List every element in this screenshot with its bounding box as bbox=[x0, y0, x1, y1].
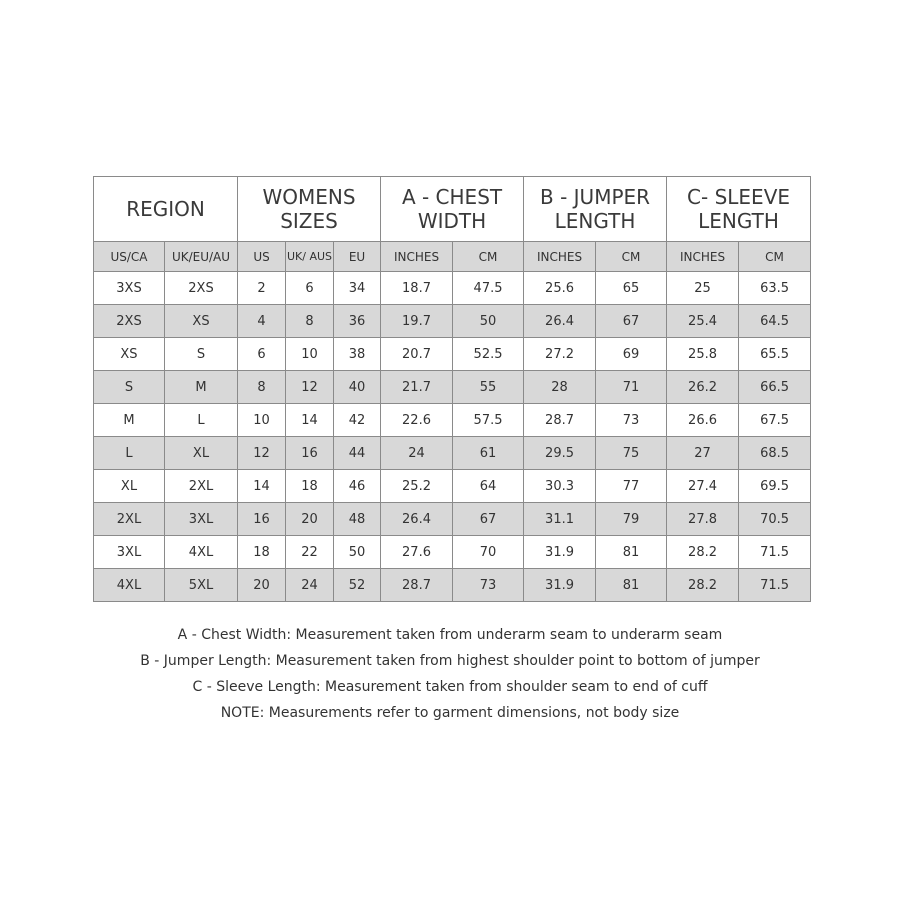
table-cell: 14 bbox=[286, 404, 334, 437]
table-cell: 30.3 bbox=[524, 470, 596, 503]
table-cell: 67 bbox=[596, 305, 667, 338]
table-cell: 25.4 bbox=[667, 305, 739, 338]
region-header: REGION bbox=[94, 177, 238, 242]
table-cell: 25 bbox=[667, 272, 739, 305]
table-cell: 31.1 bbox=[524, 503, 596, 536]
table-cell: 27.4 bbox=[667, 470, 739, 503]
table-cell: 71 bbox=[596, 371, 667, 404]
column-header: UK/ AUS bbox=[286, 242, 334, 272]
table-cell: 61 bbox=[453, 437, 524, 470]
table-cell: 81 bbox=[596, 536, 667, 569]
note-sleeve-length: C - Sleeve Length: Measurement taken from shoulder seam to end of cuff bbox=[192, 679, 708, 695]
table-cell: 29.5 bbox=[524, 437, 596, 470]
table-cell: 26.4 bbox=[524, 305, 596, 338]
column-header: CM bbox=[739, 242, 811, 272]
table-cell: 2XL bbox=[165, 470, 238, 503]
table-cell: L bbox=[94, 437, 165, 470]
table-cell: 50 bbox=[334, 536, 381, 569]
table-cell: 22 bbox=[286, 536, 334, 569]
group-header-row bbox=[94, 177, 811, 242]
table-cell: S bbox=[94, 371, 165, 404]
table-cell: 27.2 bbox=[524, 338, 596, 371]
table-cell: 44 bbox=[334, 437, 381, 470]
table-cell: 73 bbox=[453, 569, 524, 602]
column-header: US/CA bbox=[94, 242, 165, 272]
table-cell: 28.7 bbox=[524, 404, 596, 437]
table-row bbox=[94, 470, 811, 503]
table-cell: 3XL bbox=[94, 536, 165, 569]
table-cell: 28 bbox=[524, 371, 596, 404]
table-row bbox=[94, 338, 811, 371]
table-cell: 3XL bbox=[165, 503, 238, 536]
table-cell: 36 bbox=[334, 305, 381, 338]
table-cell: 2XL bbox=[94, 503, 165, 536]
table-cell: 2XS bbox=[94, 305, 165, 338]
sleeve-length-header: C- SLEEVE LENGTH bbox=[667, 177, 811, 242]
column-header: INCHES bbox=[381, 242, 453, 272]
table-cell: 18 bbox=[238, 536, 286, 569]
column-header-row bbox=[94, 242, 811, 272]
size-chart-table bbox=[93, 176, 811, 602]
table-cell: 57.5 bbox=[453, 404, 524, 437]
table-cell: 69 bbox=[596, 338, 667, 371]
table-row bbox=[94, 404, 811, 437]
column-header: CM bbox=[453, 242, 524, 272]
table-cell: 12 bbox=[286, 371, 334, 404]
table-cell: 19.7 bbox=[381, 305, 453, 338]
table-cell: 16 bbox=[238, 503, 286, 536]
table-cell: 34 bbox=[334, 272, 381, 305]
table-cell: 27.8 bbox=[667, 503, 739, 536]
column-header: US bbox=[238, 242, 286, 272]
table-cell: 12 bbox=[238, 437, 286, 470]
table-cell: 20 bbox=[286, 503, 334, 536]
jumper-length-header: B - JUMPER LENGTH bbox=[524, 177, 667, 242]
table-cell: 46 bbox=[334, 470, 381, 503]
table-cell: 65 bbox=[596, 272, 667, 305]
column-header: CM bbox=[596, 242, 667, 272]
table-cell: 70 bbox=[453, 536, 524, 569]
table-cell: 6 bbox=[238, 338, 286, 371]
table-cell: 24 bbox=[381, 437, 453, 470]
note-jumper-length: B - Jumper Length: Measurement taken from highest shoulder point to bottom of jumper bbox=[140, 653, 760, 669]
table-cell: 10 bbox=[286, 338, 334, 371]
table-cell: 50 bbox=[453, 305, 524, 338]
table-cell: XS bbox=[165, 305, 238, 338]
table-cell: 8 bbox=[286, 305, 334, 338]
table-cell: 31.9 bbox=[524, 569, 596, 602]
table-cell: 18.7 bbox=[381, 272, 453, 305]
note-garment-dimensions: NOTE: Measurements refer to garment dimensions, not body size bbox=[220, 705, 680, 721]
table-cell: 67 bbox=[453, 503, 524, 536]
table-cell: 79 bbox=[596, 503, 667, 536]
table-cell: 28.2 bbox=[667, 569, 739, 602]
table-cell: 73 bbox=[596, 404, 667, 437]
table-cell: 47.5 bbox=[453, 272, 524, 305]
table-cell: 6 bbox=[286, 272, 334, 305]
table-cell: 24 bbox=[286, 569, 334, 602]
table-cell: 71.5 bbox=[739, 569, 811, 602]
table-cell: S bbox=[165, 338, 238, 371]
table-cell: 66.5 bbox=[739, 371, 811, 404]
table-cell: 55 bbox=[453, 371, 524, 404]
table-cell: 5XL bbox=[165, 569, 238, 602]
table-cell: 26.4 bbox=[381, 503, 453, 536]
table-cell: 70.5 bbox=[739, 503, 811, 536]
table-row bbox=[94, 437, 811, 470]
table-cell: 48 bbox=[334, 503, 381, 536]
table-row bbox=[94, 503, 811, 536]
table-cell: 10 bbox=[238, 404, 286, 437]
table-cell: XL bbox=[165, 437, 238, 470]
table-cell: 64 bbox=[453, 470, 524, 503]
table-row bbox=[94, 305, 811, 338]
table-cell: 40 bbox=[334, 371, 381, 404]
table-cell: 4 bbox=[238, 305, 286, 338]
column-header: EU bbox=[334, 242, 381, 272]
table-cell: XL bbox=[94, 470, 165, 503]
table-cell: M bbox=[165, 371, 238, 404]
table-cell: 4XL bbox=[165, 536, 238, 569]
table-cell: 25.2 bbox=[381, 470, 453, 503]
table-cell: 75 bbox=[596, 437, 667, 470]
womens-sizes-header: WOMENS SIZES bbox=[238, 177, 381, 242]
table-cell: L bbox=[165, 404, 238, 437]
table-row bbox=[94, 569, 811, 602]
table-cell: 68.5 bbox=[739, 437, 811, 470]
column-header: INCHES bbox=[524, 242, 596, 272]
table-cell: 28.7 bbox=[381, 569, 453, 602]
table-cell: 20 bbox=[238, 569, 286, 602]
table-cell: 25.6 bbox=[524, 272, 596, 305]
table-cell: 52 bbox=[334, 569, 381, 602]
table-cell: 18 bbox=[286, 470, 334, 503]
table-cell: 2 bbox=[238, 272, 286, 305]
table-cell: 22.6 bbox=[381, 404, 453, 437]
table-body bbox=[94, 272, 811, 602]
table-cell: 14 bbox=[238, 470, 286, 503]
table-cell: 2XS bbox=[165, 272, 238, 305]
table-cell: 27.6 bbox=[381, 536, 453, 569]
table-cell: 25.8 bbox=[667, 338, 739, 371]
table-cell: XS bbox=[94, 338, 165, 371]
table-cell: 63.5 bbox=[739, 272, 811, 305]
table-row bbox=[94, 272, 811, 305]
table-cell: 20.7 bbox=[381, 338, 453, 371]
note-chest-width: A - Chest Width: Measurement taken from underarm seam to underarm seam bbox=[177, 627, 723, 643]
table-cell: 3XS bbox=[94, 272, 165, 305]
table-cell: 26.6 bbox=[667, 404, 739, 437]
table-cell: 27 bbox=[667, 437, 739, 470]
table-cell: 42 bbox=[334, 404, 381, 437]
chest-width-header: A - CHEST WIDTH bbox=[381, 177, 524, 242]
column-header: INCHES bbox=[667, 242, 739, 272]
table-cell: 71.5 bbox=[739, 536, 811, 569]
table-cell: 28.2 bbox=[667, 536, 739, 569]
table-cell: 21.7 bbox=[381, 371, 453, 404]
table-row bbox=[94, 371, 811, 404]
table-cell: 8 bbox=[238, 371, 286, 404]
table-cell: 81 bbox=[596, 569, 667, 602]
table-cell: 77 bbox=[596, 470, 667, 503]
table-cell: 16 bbox=[286, 437, 334, 470]
table-cell: 67.5 bbox=[739, 404, 811, 437]
table-cell: 69.5 bbox=[739, 470, 811, 503]
table-cell: 64.5 bbox=[739, 305, 811, 338]
table-cell: M bbox=[94, 404, 165, 437]
table-cell: 31.9 bbox=[524, 536, 596, 569]
table-cell: 38 bbox=[334, 338, 381, 371]
table-cell: 26.2 bbox=[667, 371, 739, 404]
column-header: UK/EU/AU bbox=[165, 242, 238, 272]
table-cell: 65.5 bbox=[739, 338, 811, 371]
table-cell: 4XL bbox=[94, 569, 165, 602]
table-row bbox=[94, 536, 811, 569]
table-cell: 52.5 bbox=[453, 338, 524, 371]
measurement-notes bbox=[0, 622, 900, 726]
